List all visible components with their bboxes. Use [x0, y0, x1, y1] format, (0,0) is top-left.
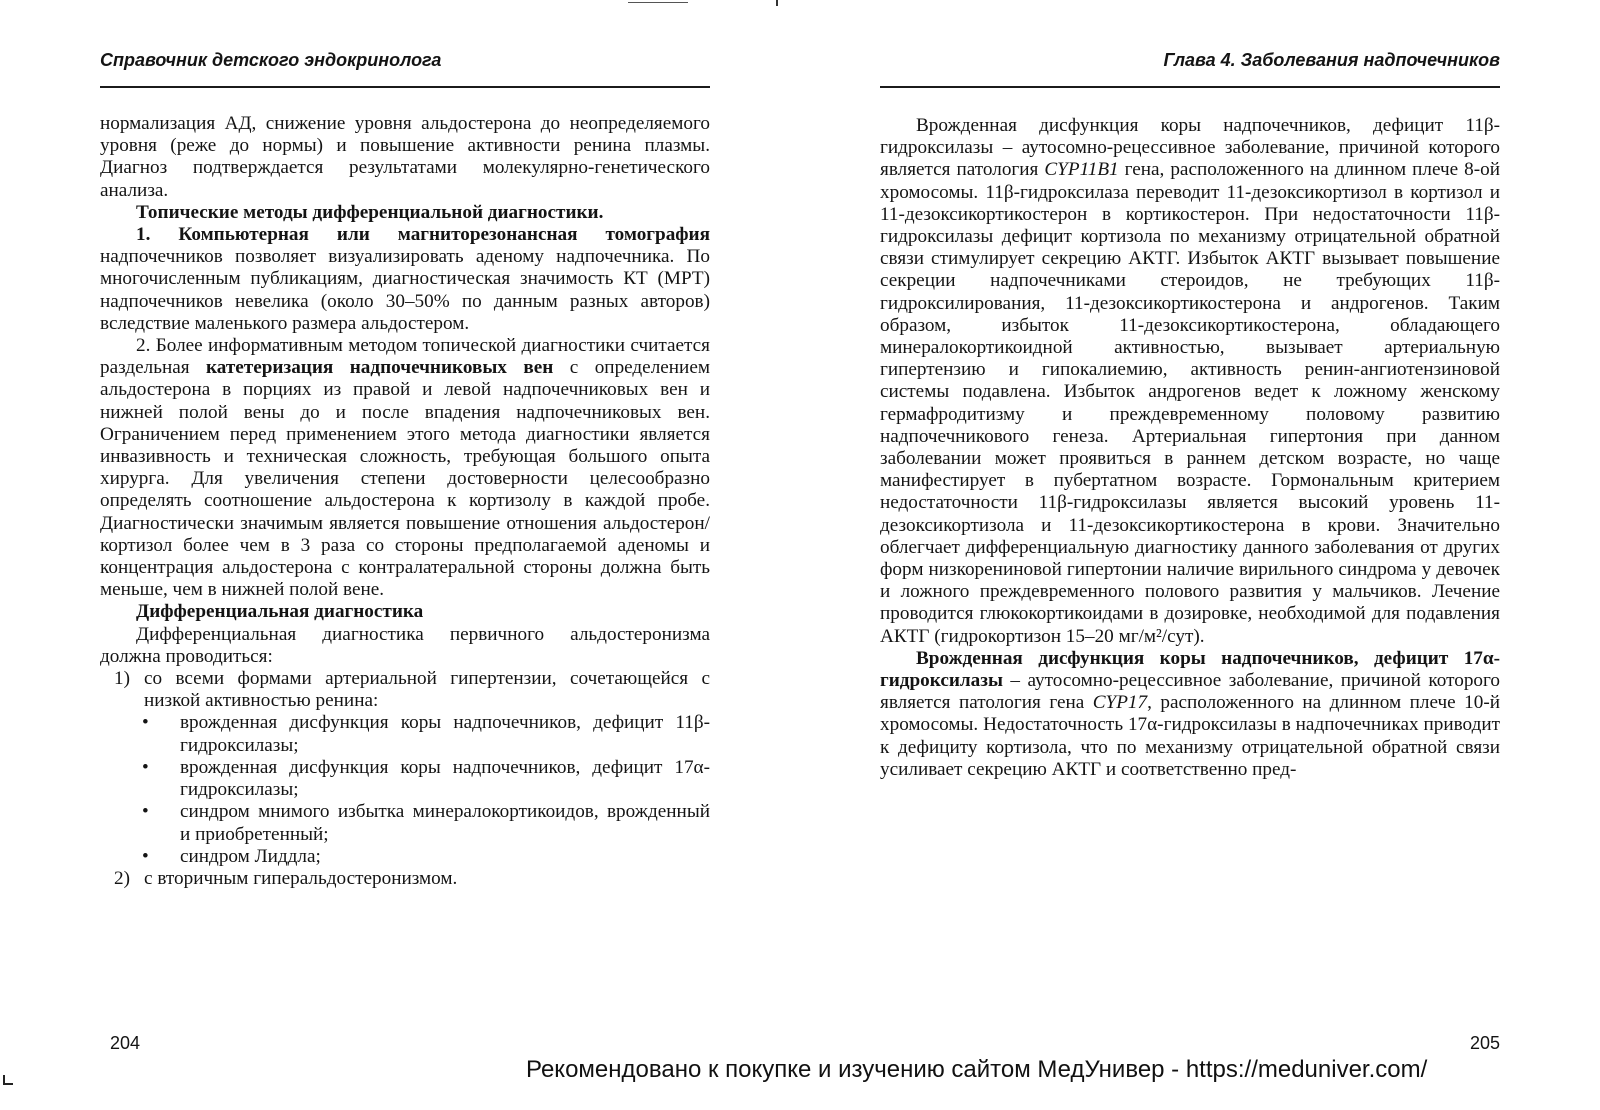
numbered-marker: 1) [114, 668, 130, 690]
bullet-list [100, 712, 710, 867]
footer-note: Рекомендовано к покупке и изучению сайтом МедУнивер - https://meduniver.com/ [526, 1056, 1428, 1083]
scan-top-mark [628, 2, 688, 3]
gene-name: CYP11B1 [1044, 159, 1119, 181]
numbered-item-2 [100, 868, 710, 890]
section-heading-topical: Топические методы дифференциальной диагностики. [136, 201, 604, 223]
list-item-catheterization [100, 335, 710, 601]
scan-corner-mark [3, 1075, 13, 1085]
catheterization-term: катетеризация надпочечниковых вен [206, 357, 554, 379]
paragraph-text: гена, расположенного на длинном плече 8-ой хромосомы. 11β-гидроксилаза переводит 11-дезоксикортизол в кортизол и 11-дезоксикортикостерон в кортикостерон. При недостаточности 11β-гидроксилазы дефицит кортизола по механизму отрицательной обратной связи стимулирует секрецию АКТГ. Избыток АКТГ вызывает повышение секреции надпочечниками стероидов, не требующих 11β-гидроксилирования, 11-дезоксикортикостерона и андрогенов. Таким образом, избыток 11-дезоксикортикостерона, обладающего минералокортикоидной активностью, вызывает артериальную гипертензию и гипокалиемию, активность ренин-ангиотензиновой системы подавлена. Избыток андрогенов ведет к ложному женскому гермафродитизму и преждевременному половому развитию надпочечникового генеза. Артериальная гипертония при данном заболевании может проявиться в раннем детском возрасте, но чаще манифестирует в пубертатном возрасте. Гормональным критерием недостаточности 11β-гидроксилазы является высокий уровень 11-дезоксикортизола и 11-дезоксикортикостерона в крови. Значительно облегчает дифференциальную диагностику данного заболевания от других форм низкорениновой гипертонии наличие вирильного синдрома у девочек и ложного преждевременного полового развития у мальчиков. Лечение проводится глюкокортикоидами в дозировке, необходимой для подавления АКТГ (гидрокортизон 15–20 мг/м²/сут). [880, 159, 1501, 647]
bullet-dot: • [142, 801, 149, 823]
catheterization-text: с определением альдостерона в порциях из правой и левой надпочечниковых вен и нижней полой вены до и после впадения надпочечниковых вен. Ограничением перед применением этого метода диагностики является инвазивность и техническая сложность, требующая большого опыта хирурга. Для увеличения степени достоверности целесообразно определять соотношение альдостерона к кортизолу в каждой пробе. Диагностически значимым является повышение отношения альдостерон/кортизол более чем в 3 раза со стороны предполагаемой аденомы и концентрация альдостерона с контралатеральной стороны должна быть меньше, чем в нижней полой вене. [100, 357, 710, 601]
right-head-rule [880, 86, 1500, 88]
left-page-number: 204 [110, 1033, 141, 1053]
numbered-text: с вторичным гиперальдостеронизмом. [144, 867, 458, 889]
paragraph-text: Врожденная дисфункция коры надпочечников, дефицит 11β-гидроксилазы – аутосомно-рецессивное заболевание, причиной которого является патология [880, 115, 1500, 181]
bullet-item [100, 846, 710, 868]
gene-name: CYP17 [1092, 692, 1148, 714]
numbered-text: со всеми формами артериальной гипертензии, сочетающейся с низкой активностью ренина: [144, 668, 710, 712]
numbered-marker: 2) [114, 867, 130, 889]
scan-tick-mark [776, 0, 778, 6]
left-text-block [100, 113, 710, 890]
bullet-dot: • [142, 756, 149, 778]
bullet-text: синдром Лиддла; [180, 845, 321, 867]
bullet-text: врожденная дисфункция коры надпочечников, дефицит 17α-гидроксилазы; [180, 756, 710, 801]
left-head-rule [100, 86, 710, 88]
differential-intro: Дифференциальная диагностика первичного альдостеронизма должна проводиться: [100, 623, 710, 667]
bullet-item [100, 757, 710, 801]
left-running-head: Справочник детского эндокринолога [100, 50, 442, 70]
right-text-block [880, 115, 1500, 781]
bullet-dot: • [142, 845, 149, 867]
bullet-item [100, 801, 710, 845]
catheterization-lead: 2. Более информативным методом топической диагностики считается раздельная [100, 335, 710, 379]
bullet-text: врожденная дисфункция коры надпочечников, дефицит 11β-гидроксилазы; [180, 712, 710, 756]
bullet-text: синдром мнимого избытка минералокортикоидов, врожденный и приобретенный; [180, 801, 710, 845]
right-page-number: 205 [1469, 1033, 1500, 1053]
section-heading-differential: Дифференциальная диагностика [136, 601, 424, 623]
left-paragraph: нормализация АД, снижение уровня альдостерона до неопределяемого уровня (реже до нормы) и повышение активности ренина плазмы. Диагноз подтверждается результатами молекулярно-генетического анализа. [100, 113, 710, 201]
ct-mri-text: надпочечников позволяет визуализировать аденому надпочечника. По многочисленным публикациям, диагностическая значимость КТ (МРТ) надпочечников невелика (около 30–50% по данным разных авторов) вследствие маленького размера альдостером. [100, 246, 710, 334]
paragraph-17a-hydroxylase [880, 648, 1500, 781]
ct-mri-term: 1. Компьютерная или магниторезонансная томография [136, 224, 710, 246]
numbered-item-1 [100, 668, 710, 712]
list-item-ct-mri [100, 224, 710, 335]
paragraph-text: , расположенного на длинном плече 10-й хромосомы. Недостаточность 17α-гидроксилазы в надпочечниках приводит к дефициту кортизола, что по механизму отрицательной обратной связи усиливает секрецию АКТГ и соответственно пред- [880, 692, 1500, 780]
paragraph-11b-hydroxylase [880, 115, 1500, 648]
right-running-head: Глава 4. Заболевания надпочечников [1163, 50, 1500, 70]
paragraph-term: Врожденная дисфункция коры надпочечников, дефицит 17α-гидроксилазы [880, 647, 1500, 692]
bullet-dot: • [142, 712, 149, 734]
paragraph-text: – аутосомно-рецессивное заболевание, причиной которого является патология гена [880, 670, 1500, 714]
bullet-item [100, 712, 710, 756]
